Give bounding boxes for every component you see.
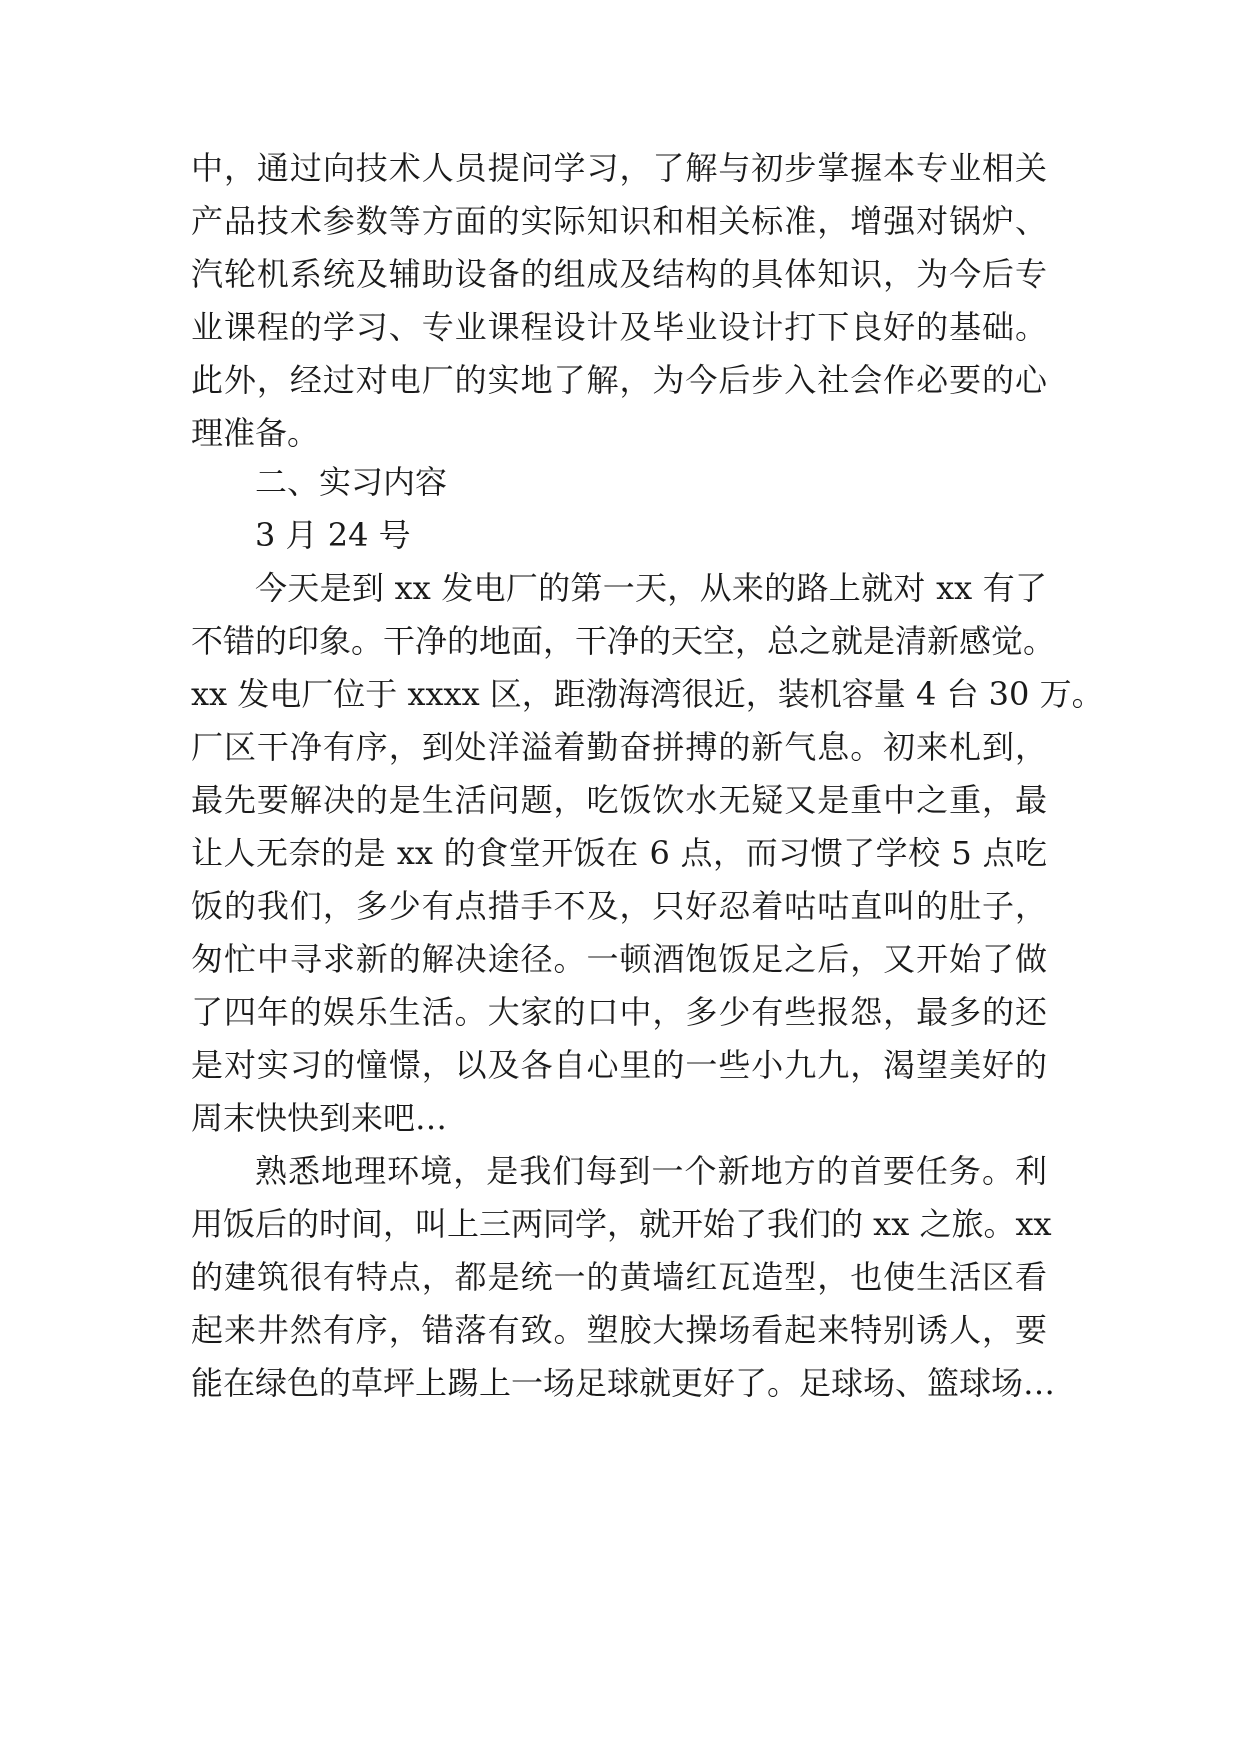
paragraph-line: 起来井然有序，错落有致。塑胶大操场看起来特别诱人，要 <box>191 1311 1047 1349</box>
paragraph-line: 能在绿色的草坪上踢上一场足球就更好了。足球场、篮球场… <box>191 1364 1056 1402</box>
paragraph-line: 今天是到 xx 发电厂的第一天，从来的路上就对 xx 有了 <box>255 569 1047 607</box>
paragraph-line: 理准备。 <box>191 414 320 452</box>
paragraph-line: 饭的我们，多少有点措手不及，只好忍着咕咕直叫的肚子， <box>191 887 1047 925</box>
paragraph-line: 让人无奈的是 xx 的食堂开饭在 6 点，而习惯了学校 5 点吃 <box>191 834 1047 872</box>
paragraph-line: 汽轮机系统及辅助设备的组成及结构的具体知识，为今后专 <box>191 255 1047 293</box>
paragraph-line: 最先要解决的是生活问题，吃饭饮水无疑又是重中之重，最 <box>191 781 1047 819</box>
date-heading: 3 月 24 号 <box>255 516 411 554</box>
paragraph-line: 用饭后的时间，叫上三两同学，就开始了我们的 xx 之旅。xx <box>191 1205 1052 1243</box>
paragraph-line: 中，通过向技术人员提问学习，了解与初步掌握本专业相关 <box>191 149 1047 187</box>
paragraph-line: xx 发电厂位于 xxxx 区，距渤海湾很近，装机容量 4 台 30 万。 <box>191 675 1104 713</box>
paragraph-line: 厂区干净有序，到处洋溢着勤奋拼搏的新气息。初来札到， <box>191 728 1047 766</box>
paragraph-line: 周末快快到来吧… <box>191 1099 448 1137</box>
section-heading: 二、实习内容 <box>255 463 448 501</box>
paragraph-line: 业课程的学习、专业课程设计及毕业设计打下良好的基础。 <box>191 308 1047 346</box>
paragraph-line: 此外，经过对电厂的实地了解，为今后步入社会作必要的心 <box>191 361 1047 399</box>
paragraph-line: 不错的印象。干净的地面，干净的天空，总之就是清新感觉。 <box>191 622 1056 660</box>
paragraph-line: 熟悉地理环境，是我们每到一个新地方的首要任务。利 <box>255 1152 1047 1190</box>
paragraph-line: 是对实习的憧憬，以及各自心里的一些小九九，渴望美好的 <box>191 1046 1047 1084</box>
paragraph-line: 匆忙中寻求新的解决途径。一顿酒饱饭足之后，又开始了做 <box>191 940 1047 978</box>
paragraph-line: 的建筑很有特点，都是统一的黄墙红瓦造型，也使生活区看 <box>191 1258 1047 1296</box>
paragraph-line: 产品技术参数等方面的实际知识和相关标准，增强对锅炉、 <box>191 202 1047 240</box>
paragraph-line: 了四年的娱乐生活。大家的口中，多少有些报怨，最多的还 <box>191 993 1047 1031</box>
